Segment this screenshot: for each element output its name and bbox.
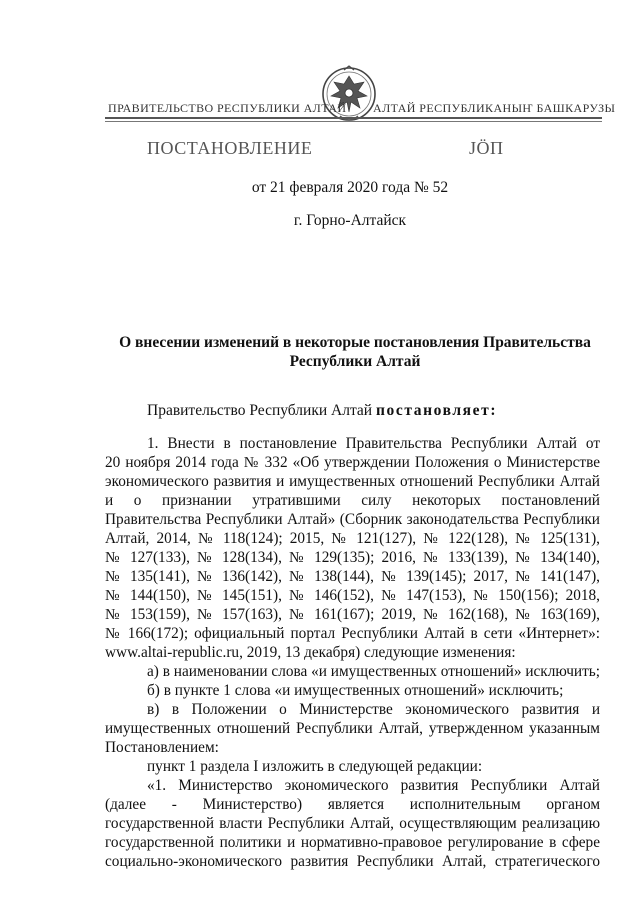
decree-statement <box>147 402 497 420</box>
body-line: 20 ноября 2014 года № 332 «Об утверждении Положения о Министерстве <box>105 454 600 471</box>
government-name-russian: ПРАВИТЕЛЬСТВО РЕСПУБЛИКИ АЛТАЙ <box>108 101 347 115</box>
doc-type-label: ПОСТАНОВЛЕНИЕ <box>147 138 313 158</box>
body-line: «1. Министерство экономического развития Республики Алтай <box>147 777 600 794</box>
body-line: пункт 1 раздела I изложить в следующей редакции: <box>147 758 483 775</box>
body-line: № 166(172); официальный портал Республики Алтай в сети «Интернет»: <box>105 625 600 642</box>
body-line: Правительства Республики Алтай» (Сборник законодательства Республики <box>105 511 600 528</box>
body-line: б) в пункте 1 слова «и имущественных отношений» исключить; <box>147 682 564 699</box>
body-line: имущественных отношений Республики Алтай, утвержденном указанным <box>105 720 600 737</box>
decree-subject: Правительство Республики Алтай <box>147 402 376 419</box>
body-line: № 135(141), № 136(142), № 138(144), № 139(145); 2017, № 141(147), <box>105 568 600 585</box>
body-line: государственной политики и нормативно-правовое регулирование в сфере <box>105 834 600 851</box>
body-line: социально-экономического развития Республики Алтай, стратегического <box>105 853 600 870</box>
header-rule-thick <box>105 117 602 119</box>
body-line: № 144(150), № 145(151), № 146(152), № 147(153), № 150(156); 2018, <box>105 587 600 604</box>
body-line: 1. Внести в постановление Правительства Республики Алтай от <box>147 435 600 452</box>
body-line: № 127(133), № 128(134), № 129(135); 2016, № 133(139), № 134(140), <box>105 549 600 566</box>
body-line: государственной власти Республики Алтай, осуществляющим реализацию <box>105 815 600 832</box>
body-line: и о признании утратившими силу некоторых постановлений <box>105 492 600 509</box>
body-line: экономического развития и имущественных отношений Республики Алтай <box>105 473 600 490</box>
body-line: Постановлением: <box>105 739 219 756</box>
body-line: (далее - Министерство) является исполнительным органом <box>105 796 600 813</box>
document-city: г. Горно-Алтайск <box>293 212 407 229</box>
document-title <box>105 333 605 371</box>
body-line: в) в Положении о Министерстве экономического развития и <box>147 701 600 718</box>
body-line: www.altai-republic.ru, 2019, 13 декабря) следующие изменения: <box>105 644 516 661</box>
body-line: Алтай, 2014, № 118(124); 2015, № 121(127), № 122(128), № 125(131), <box>105 530 600 547</box>
government-name-altai: АЛТАЙ РЕСПУБЛИКАНЫҤ БАШКАРУЗЫ <box>373 101 616 115</box>
body-line: № 153(159), № 157(163), № 161(167); 2019, № 162(168), № 163(169), <box>105 606 600 623</box>
body-line: а) в наименовании слова «и имущественных отношений» исключить; <box>147 663 601 680</box>
doc-type-label-altai: JӦП <box>469 138 504 158</box>
title-line: Республики Алтай <box>289 353 421 370</box>
title-line: О внесении изменений в некоторые постановления Правительства <box>119 334 591 351</box>
decree-verb: постановляет: <box>375 402 498 419</box>
header-rule-thin <box>105 121 602 122</box>
document-date: от 21 февраля 2020 года № 52 <box>251 179 449 196</box>
